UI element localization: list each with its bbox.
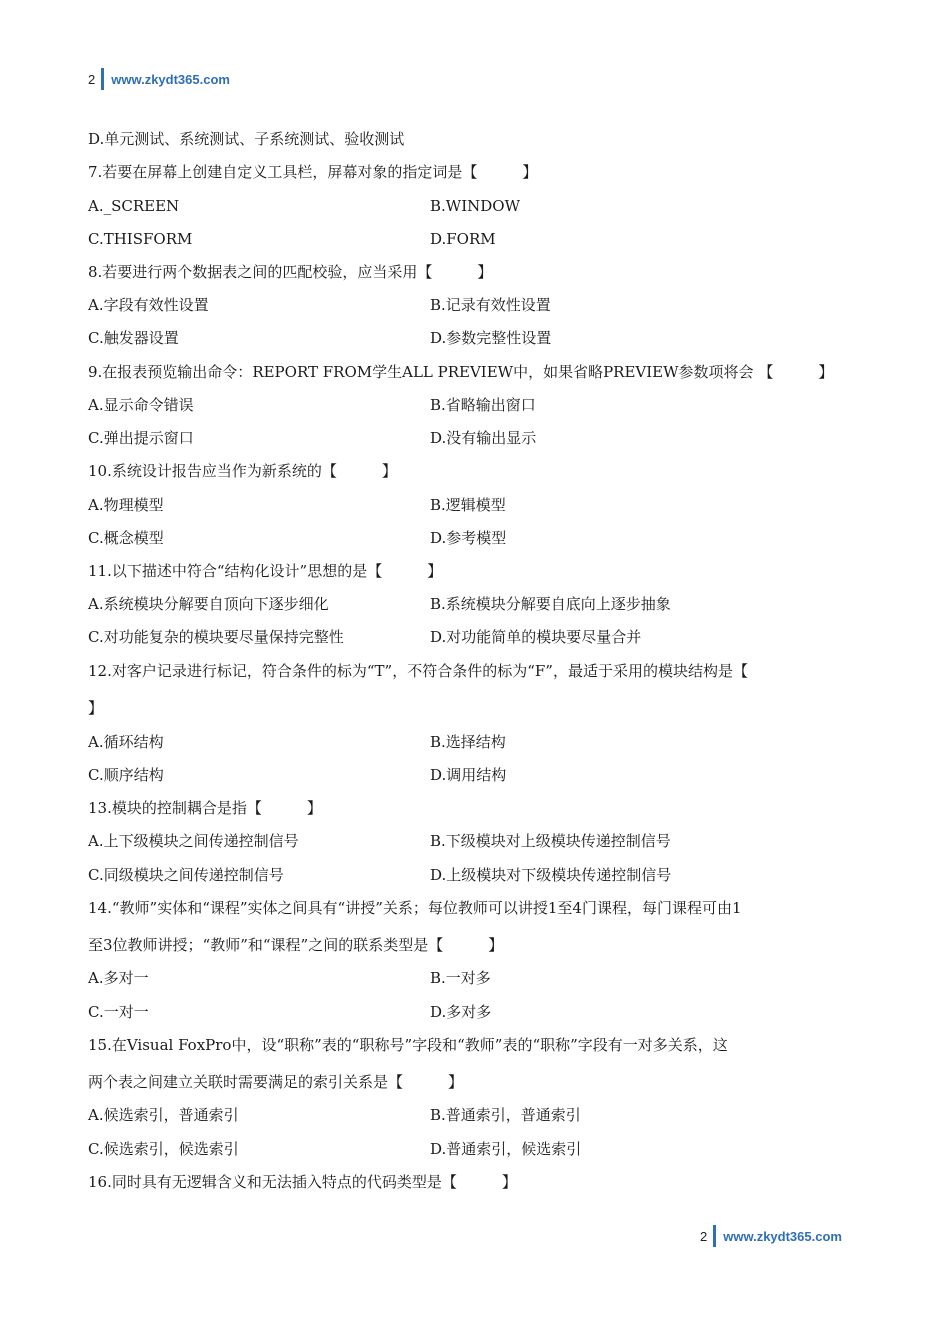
option-c: C.触发器设置 [88, 329, 179, 347]
page-footer [700, 1225, 842, 1247]
question-12: 12.对客户记录进行标记，符合条件的标为“T”，不符合条件的标为“F”，最适于采用的模块结构是【 [88, 662, 748, 680]
question-11: 11.以下描述中符合“结构化设计”思想的是【 】 [88, 562, 443, 580]
option-d: D.调用结构 [430, 766, 507, 784]
question-15-continuation: 两个表之间建立关联时需要满足的索引关系是【 】 [88, 1073, 464, 1091]
question-10: 10.系统设计报告应当作为新系统的【 】 [88, 462, 397, 480]
option-b: B.选择结构 [430, 733, 506, 751]
option-a: A.多对一 [88, 969, 149, 987]
option-b: B.普通索引，普通索引 [430, 1106, 581, 1124]
option-b: B.逻辑模型 [430, 496, 506, 514]
option-a: A.物理模型 [88, 496, 164, 514]
option-d: D.FORM [430, 230, 496, 248]
option-c: C.同级模块之间传递控制信号 [88, 866, 284, 884]
option-d: D.参数完整性设置 [430, 329, 552, 347]
option-c: C.对功能复杂的模块要尽量保持完整性 [88, 628, 344, 646]
option-d: D.对功能简单的模块要尽量合并 [430, 628, 642, 646]
option-b: B.系统模块分解要自底向上逐步抽象 [430, 595, 671, 613]
option-a: A.上下级模块之间传递控制信号 [88, 832, 299, 850]
option-a: A.显示命令错误 [88, 396, 194, 414]
option-b: B.省略输出窗口 [430, 396, 536, 414]
footer-page-number: 2 [700, 1228, 708, 1244]
option-d: D.参考模型 [430, 529, 507, 547]
option-d: D.普通索引，候选索引 [430, 1140, 582, 1158]
option-c: C.候选索引，候选索引 [88, 1140, 239, 1158]
option-a: A.候选索引，普通索引 [88, 1106, 239, 1124]
header-divider [101, 68, 104, 90]
option-a: A.循环结构 [88, 733, 164, 751]
question-14-continuation: 至3位教师讲授；“教师”和“课程”之间的联系类型是【 】 [88, 936, 504, 954]
footer-url: www.zkydt365.com [723, 1228, 842, 1244]
question-13: 13.模块的控制耦合是指【 】 [88, 799, 322, 817]
header-page-number: 2 [88, 71, 96, 87]
option-c: C.弹出提示窗口 [88, 429, 194, 447]
option-c: C.顺序结构 [88, 766, 164, 784]
question-12-continuation: 】 [88, 699, 104, 717]
question-15: 15.在Visual FoxPro中，设“职称”表的“职称号”字段和“教师”表的“职称”字段有一对多关系，这 [88, 1036, 728, 1054]
option-b: B.一对多 [430, 969, 491, 987]
option-c: C.概念模型 [88, 529, 164, 547]
header-url: www.zkydt365.com [111, 71, 230, 87]
option-d: D.没有输出显示 [430, 429, 537, 447]
footer-divider [713, 1225, 716, 1247]
question-16: 16.同时具有无逻辑含义和无法插入特点的代码类型是【 】 [88, 1173, 517, 1191]
page-header [88, 68, 230, 90]
question-9: 9.在报表预览输出命令：REPORT FROM学生ALL PREVIEW中，如果省略PREVIEW参数项将会 【 】 [88, 363, 834, 381]
option-d: D.上级模块对下级模块传递控制信号 [430, 866, 672, 884]
option-b: B.WINDOW [430, 197, 520, 215]
question-7: 7.若要在屏幕上创建自定义工具栏，屏幕对象的指定词是【 】 [88, 163, 538, 181]
option-c: C.一对一 [88, 1003, 149, 1021]
option-d: D.多对多 [430, 1003, 492, 1021]
option-a: A.系统模块分解要自顶向下逐步细化 [88, 595, 329, 613]
option-a: A.字段有效性设置 [88, 296, 209, 314]
question-8: 8.若要进行两个数据表之间的匹配校验，应当采用【 】 [88, 263, 493, 281]
question-14: 14.“教师”实体和“课程”实体之间具有“讲授”关系；每位教师可以讲授1至4门课程，每门课程可由1 [88, 899, 742, 917]
option-a: A._SCREEN [88, 197, 180, 215]
option-b: B.下级模块对上级模块传递控制信号 [430, 832, 671, 850]
option-b: B.记录有效性设置 [430, 296, 551, 314]
text-line: D.单元测试、系统测试、子系统测试、验收测试 [88, 130, 405, 148]
option-c: C.THISFORM [88, 230, 193, 248]
